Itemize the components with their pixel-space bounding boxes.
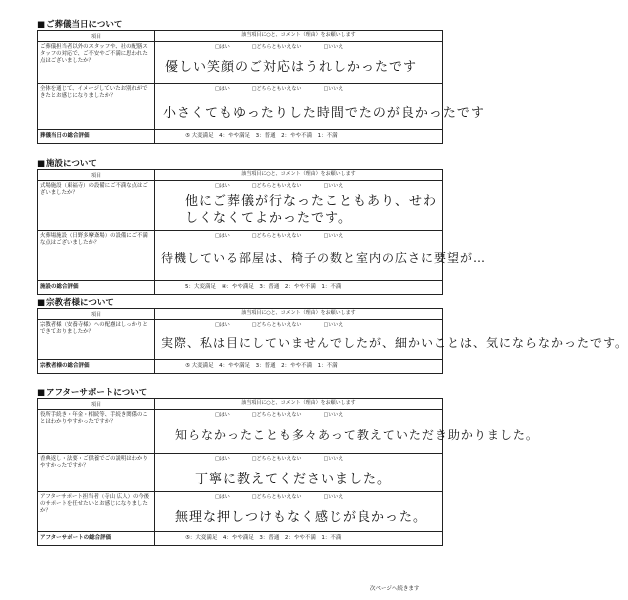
handwritten-comment: 丁寧に教えてくださいました。 [195, 472, 392, 487]
table-header [38, 399, 442, 409]
handwritten-comment: 優しい笑顔のご対応はうれしかったです [165, 60, 418, 75]
options: □はい □どちらともいえない □いいえ [215, 456, 344, 462]
continue-note: 次ページへ続きます [370, 586, 420, 592]
rating-row [38, 280, 442, 294]
header-right: 該当項目に○と、コメント（理由）をお願いします [241, 171, 356, 177]
answer-cell [155, 454, 442, 491]
rating-scale: ⑤ 大変満足 4：やや満足 3：普通 2：やや不満 1：不満 [185, 133, 338, 139]
header-right: 該当項目に○と、コメント（理由）をお願いします [241, 400, 356, 406]
rating-label: 葬儀当日の総合評価 [38, 130, 155, 143]
section-title-after-support: ■ アフターサポートについて [37, 386, 147, 398]
answer-cell [155, 410, 539, 453]
section-title-funeral-day: ■ ご葬儀当日について [37, 18, 122, 30]
header-label: 項目 [38, 399, 155, 409]
answer-cell [155, 84, 485, 129]
rating-label: 施設の総合評価 [38, 281, 155, 294]
rating-row [38, 129, 442, 143]
options: □はい □どちらともいえない □いいえ [215, 183, 344, 189]
table-after-support [37, 398, 539, 546]
table-row [38, 83, 485, 129]
answer-cell [155, 492, 442, 531]
question-text: ご葬儀担当者以外のスタッフや、社の配膳スタッフの対応で、ご不安やご不満に思われた点はございましたか？ [38, 42, 155, 83]
handwritten-comment: 無理な押しつけもなく感じが良かった。 [175, 510, 428, 525]
answer-cell [155, 320, 628, 359]
table-header [38, 31, 442, 41]
header-label: 項目 [38, 309, 155, 319]
rating-scale: 5：大変満足 ④：やや満足 3：普通 2：やや不満 1：不満 [185, 284, 342, 290]
table-row [38, 409, 539, 453]
table-funeral-day [37, 30, 485, 144]
section-title-facilities: ■ 施設について [37, 157, 97, 169]
section-title-clergy: ■ 宗教者様について [37, 296, 114, 308]
options: □はい □どちらともいえない □いいえ [215, 86, 344, 92]
answer-cell [155, 42, 442, 83]
options: □はい □どちらともいえない □いいえ [215, 322, 344, 328]
question-text: 全体を通じて、イメージしていたお別れができたとお感じになりましたか？ [38, 84, 155, 129]
question-text: 香典返し・法要・ご供養でごの説明はわかりやすかったですか？ [38, 454, 155, 491]
rating-scale: ⑤：大変満足 4：やや満足 3：普通 2：やや不満 1：不満 [185, 535, 342, 541]
options: □はい □どちらともいえない □いいえ [215, 494, 344, 500]
table-header [38, 309, 442, 319]
rating-label: 宗教者様の総合評価 [38, 360, 155, 373]
answer-cell [155, 181, 442, 230]
options: □はい □どちらともいえない □いいえ [215, 233, 344, 239]
table-row [38, 491, 442, 531]
table-row [38, 180, 442, 230]
header-label: 項目 [38, 170, 155, 180]
table-row [38, 453, 442, 491]
handwritten-comment: 他にご葬儀が行なったこともあり、せわしくなくてよかったです。 [185, 194, 438, 226]
handwritten-comment: 待機している部屋は、椅子の数と室内の広さに要望が… [161, 251, 487, 265]
answer-cell [155, 231, 487, 280]
rating-row [38, 531, 442, 545]
header-right: 該当項目に○と、コメント（理由）をお願いします [241, 310, 356, 316]
table-facilities [37, 169, 487, 295]
header-right: 該当項目に○と、コメント（理由）をお願いします [241, 32, 356, 38]
table-row [38, 319, 628, 359]
header-label: 項目 [38, 31, 155, 41]
rating-scale: ⑤ 大変満足 4：やや満足 3：普通 2：やや不満 1：不満 [185, 363, 338, 369]
question-text: 式場施設（東福寺）の設備にご不満な点はございましたか？ [38, 181, 155, 230]
table-header [38, 170, 442, 180]
options: □はい □どちらともいえない □いいえ [215, 412, 344, 418]
question-text: アフターサポート担当者（寺山 広人）の今後のサポートを任せたいとお感じになりましたか？ [38, 492, 155, 531]
handwritten-comment: 小さくてもゆったりした時間でたのが良かったです [163, 106, 485, 121]
options: □はい □どちらともいえない □いいえ [215, 44, 344, 50]
handwritten-comment: 知らなかったことも多々あって教えていただき助かりました。 [175, 428, 539, 442]
rating-label: アフターサポートの総合評価 [38, 532, 155, 545]
question-text: 火葬場施設（日野多摩斎場）の設備にご不満な点はございましたか？ [38, 231, 155, 280]
table-row [38, 230, 487, 280]
question-text: 宗教者様（安養寺様）への配慮はしっかりとできておりましたか？ [38, 320, 155, 359]
rating-row [38, 359, 442, 373]
handwritten-comment: 実際、私は目にしていませんでしたが、細かいことは、気にならなかったです。 [161, 336, 628, 350]
question-text: 役所手続き・年金・相続等、手続き関係のことはわかりやすかったですか？ [38, 410, 155, 453]
table-row [38, 41, 442, 83]
table-clergy [37, 308, 628, 374]
